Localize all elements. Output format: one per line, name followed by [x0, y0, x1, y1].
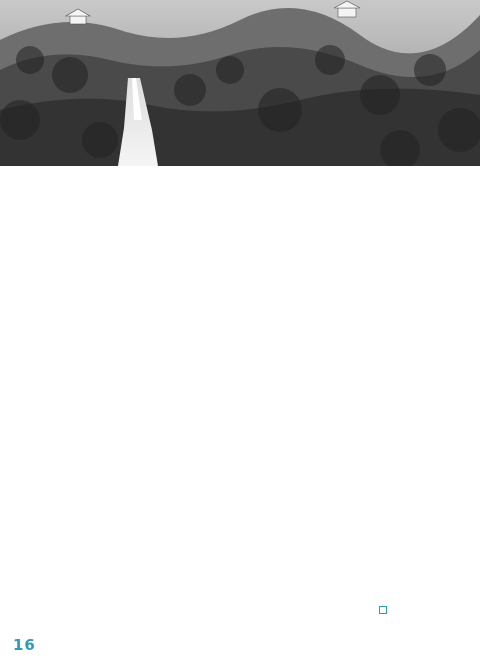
- footer-bar: [0, 636, 480, 663]
- article-left-column: [35, 181, 239, 618]
- article-right-column: [256, 181, 460, 618]
- landscape-photo: [0, 0, 480, 166]
- page-number: 16: [13, 636, 36, 654]
- end-of-article-mark: [379, 606, 387, 614]
